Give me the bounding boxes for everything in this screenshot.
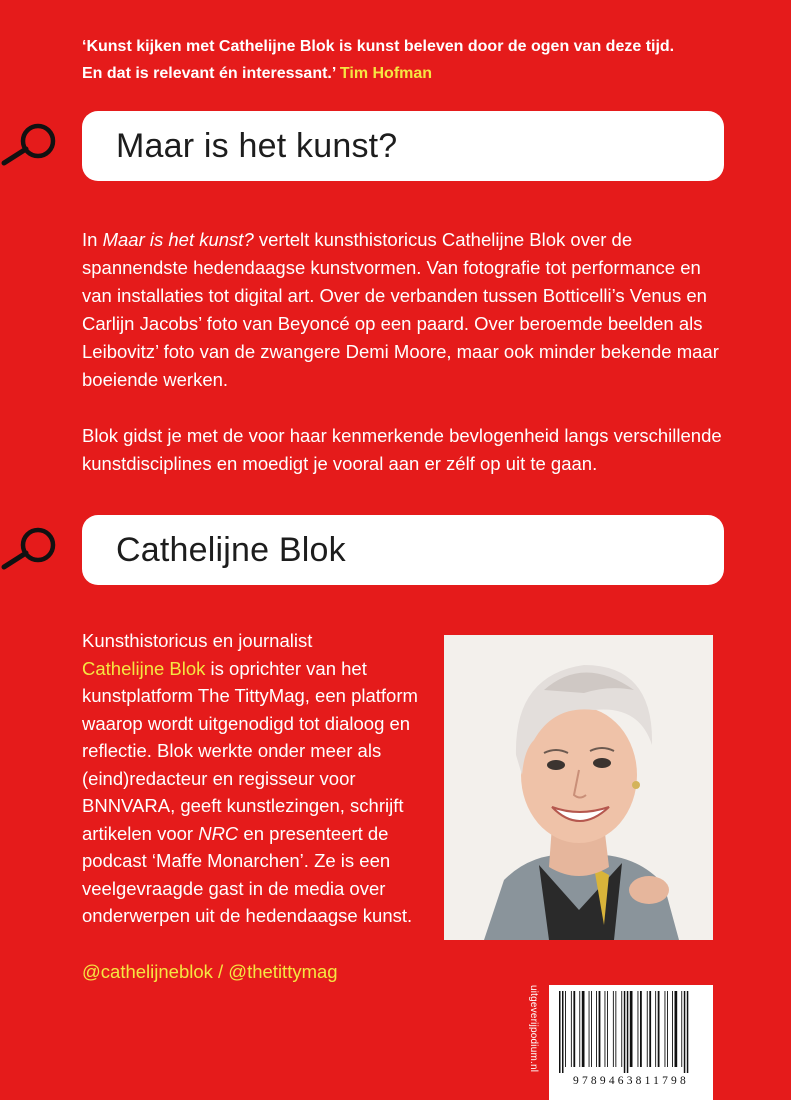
- search-title-row-author: [0, 515, 791, 585]
- barcode-bar: [571, 991, 572, 1067]
- barcode-bar: [687, 991, 689, 1073]
- barcode-bar: [638, 991, 639, 1067]
- barcode-bar: [582, 991, 585, 1067]
- barcode-bar: [665, 991, 666, 1067]
- back-cover-quote: [82, 33, 742, 87]
- barcode-bar: [559, 991, 561, 1073]
- magnifier-icon: [0, 523, 62, 571]
- barcode-bar: [596, 991, 597, 1067]
- bio-text-2: en presenteert de podcast ‘Maffe Monarchen’. Ze is een veelgevraagde gast in de media over onderwerpen uit de hedendaagse kunst.: [82, 822, 413, 926]
- barcode-bar: [675, 991, 678, 1067]
- barcode-bar: [573, 991, 575, 1067]
- barcode-bar: [605, 991, 606, 1067]
- bio-author-name: Cathelijne Blok: [82, 657, 206, 679]
- isbn-barcode: [549, 985, 713, 1100]
- barcode-bar: [649, 991, 651, 1067]
- quote-author: Tim Hofman: [339, 65, 433, 82]
- barcode-bar: [658, 991, 660, 1067]
- isbn-number: 9789463811798: [573, 1075, 689, 1087]
- author-title-box: Cathelijne Blok: [82, 515, 724, 585]
- book-description: [82, 226, 722, 506]
- barcode-bar: [607, 991, 608, 1067]
- barcode-bar: [647, 991, 648, 1067]
- barcode-bar: [579, 991, 580, 1067]
- barcode-bar: [667, 991, 668, 1067]
- barcode-bar: [640, 991, 642, 1067]
- bio-text-1: is oprichter van het kunstplatform The TittyMag, een platform waarop wordt uitgenodigd tot dialoog en reflectie. Blok werkte onder meer als (eind)redacteur en regisseur voor BNNVARA, geeft kunstlezingen, schrijft artikelen voor: [82, 657, 418, 844]
- description-paragraph-2: Blok gidst je met de voor haar kenmerkende bevlogenheid langs verschillende kunstdisciplines en moedigt je vooral aan er zélf op uit te gaan.: [82, 425, 722, 474]
- description-paragraph-1: [82, 226, 722, 394]
- barcode-bar: [672, 991, 673, 1067]
- barcode-bar: [613, 991, 614, 1067]
- author-portrait-illustration: [444, 635, 713, 940]
- barcode-bar: [589, 991, 590, 1067]
- barcode-bar: [684, 991, 686, 1073]
- quote-line-2-text: En dat is relevant én interessant.’: [82, 65, 336, 82]
- barcode-bar: [591, 991, 592, 1067]
- magnifier-icon: [0, 119, 62, 167]
- barcode-bar: [621, 991, 622, 1067]
- quote-line-1: ‘Kunst kijken met Cathelijne Blok is kunst beleven door de ogen van deze tijd.: [82, 38, 675, 55]
- barcode-bars: [557, 991, 705, 1073]
- barcode-bar: [562, 991, 564, 1073]
- bio-intro: Kunsthistoricus en journalist: [82, 630, 313, 651]
- author-photo: [444, 635, 713, 940]
- description-book-title: Maar is het kunst?: [102, 229, 254, 250]
- barcode-bar: [599, 991, 601, 1067]
- publisher-url: uitgeverijpodium.nl: [528, 985, 539, 1073]
- search-title-row-book: [0, 111, 791, 181]
- description-body: vertelt kunsthistoricus Cathelijne Blok over de spannendste hedendaagse kunstvormen. Van fotografie tot performance en van installaties tot digital art. Over de verbanden tussen Botticelli’s Venus en Carlijn Jacobs’ foto van Beyoncé op een paard. Over beroemde beelden als Leibovitz’ foto van de zwangere Demi Moore, maar ook minder bekende maar boeiende werken.: [82, 229, 719, 390]
- barcode-bar: [627, 991, 629, 1073]
- quote-line-2: [82, 60, 742, 87]
- barcode-bar: [681, 991, 682, 1067]
- social-handles: @cathelijneblok / @thetittymag: [82, 961, 338, 982]
- author-bio: [82, 627, 422, 930]
- description-prefix: In: [82, 229, 103, 250]
- barcode-bar: [624, 991, 626, 1073]
- bio-nrc: NRC: [198, 822, 239, 844]
- book-title-box: Maar is het kunst?: [82, 111, 724, 181]
- barcode-bar: [615, 991, 616, 1067]
- barcode-bar: [655, 991, 656, 1067]
- barcode-bar: [565, 991, 566, 1067]
- barcode-bar: [630, 991, 633, 1067]
